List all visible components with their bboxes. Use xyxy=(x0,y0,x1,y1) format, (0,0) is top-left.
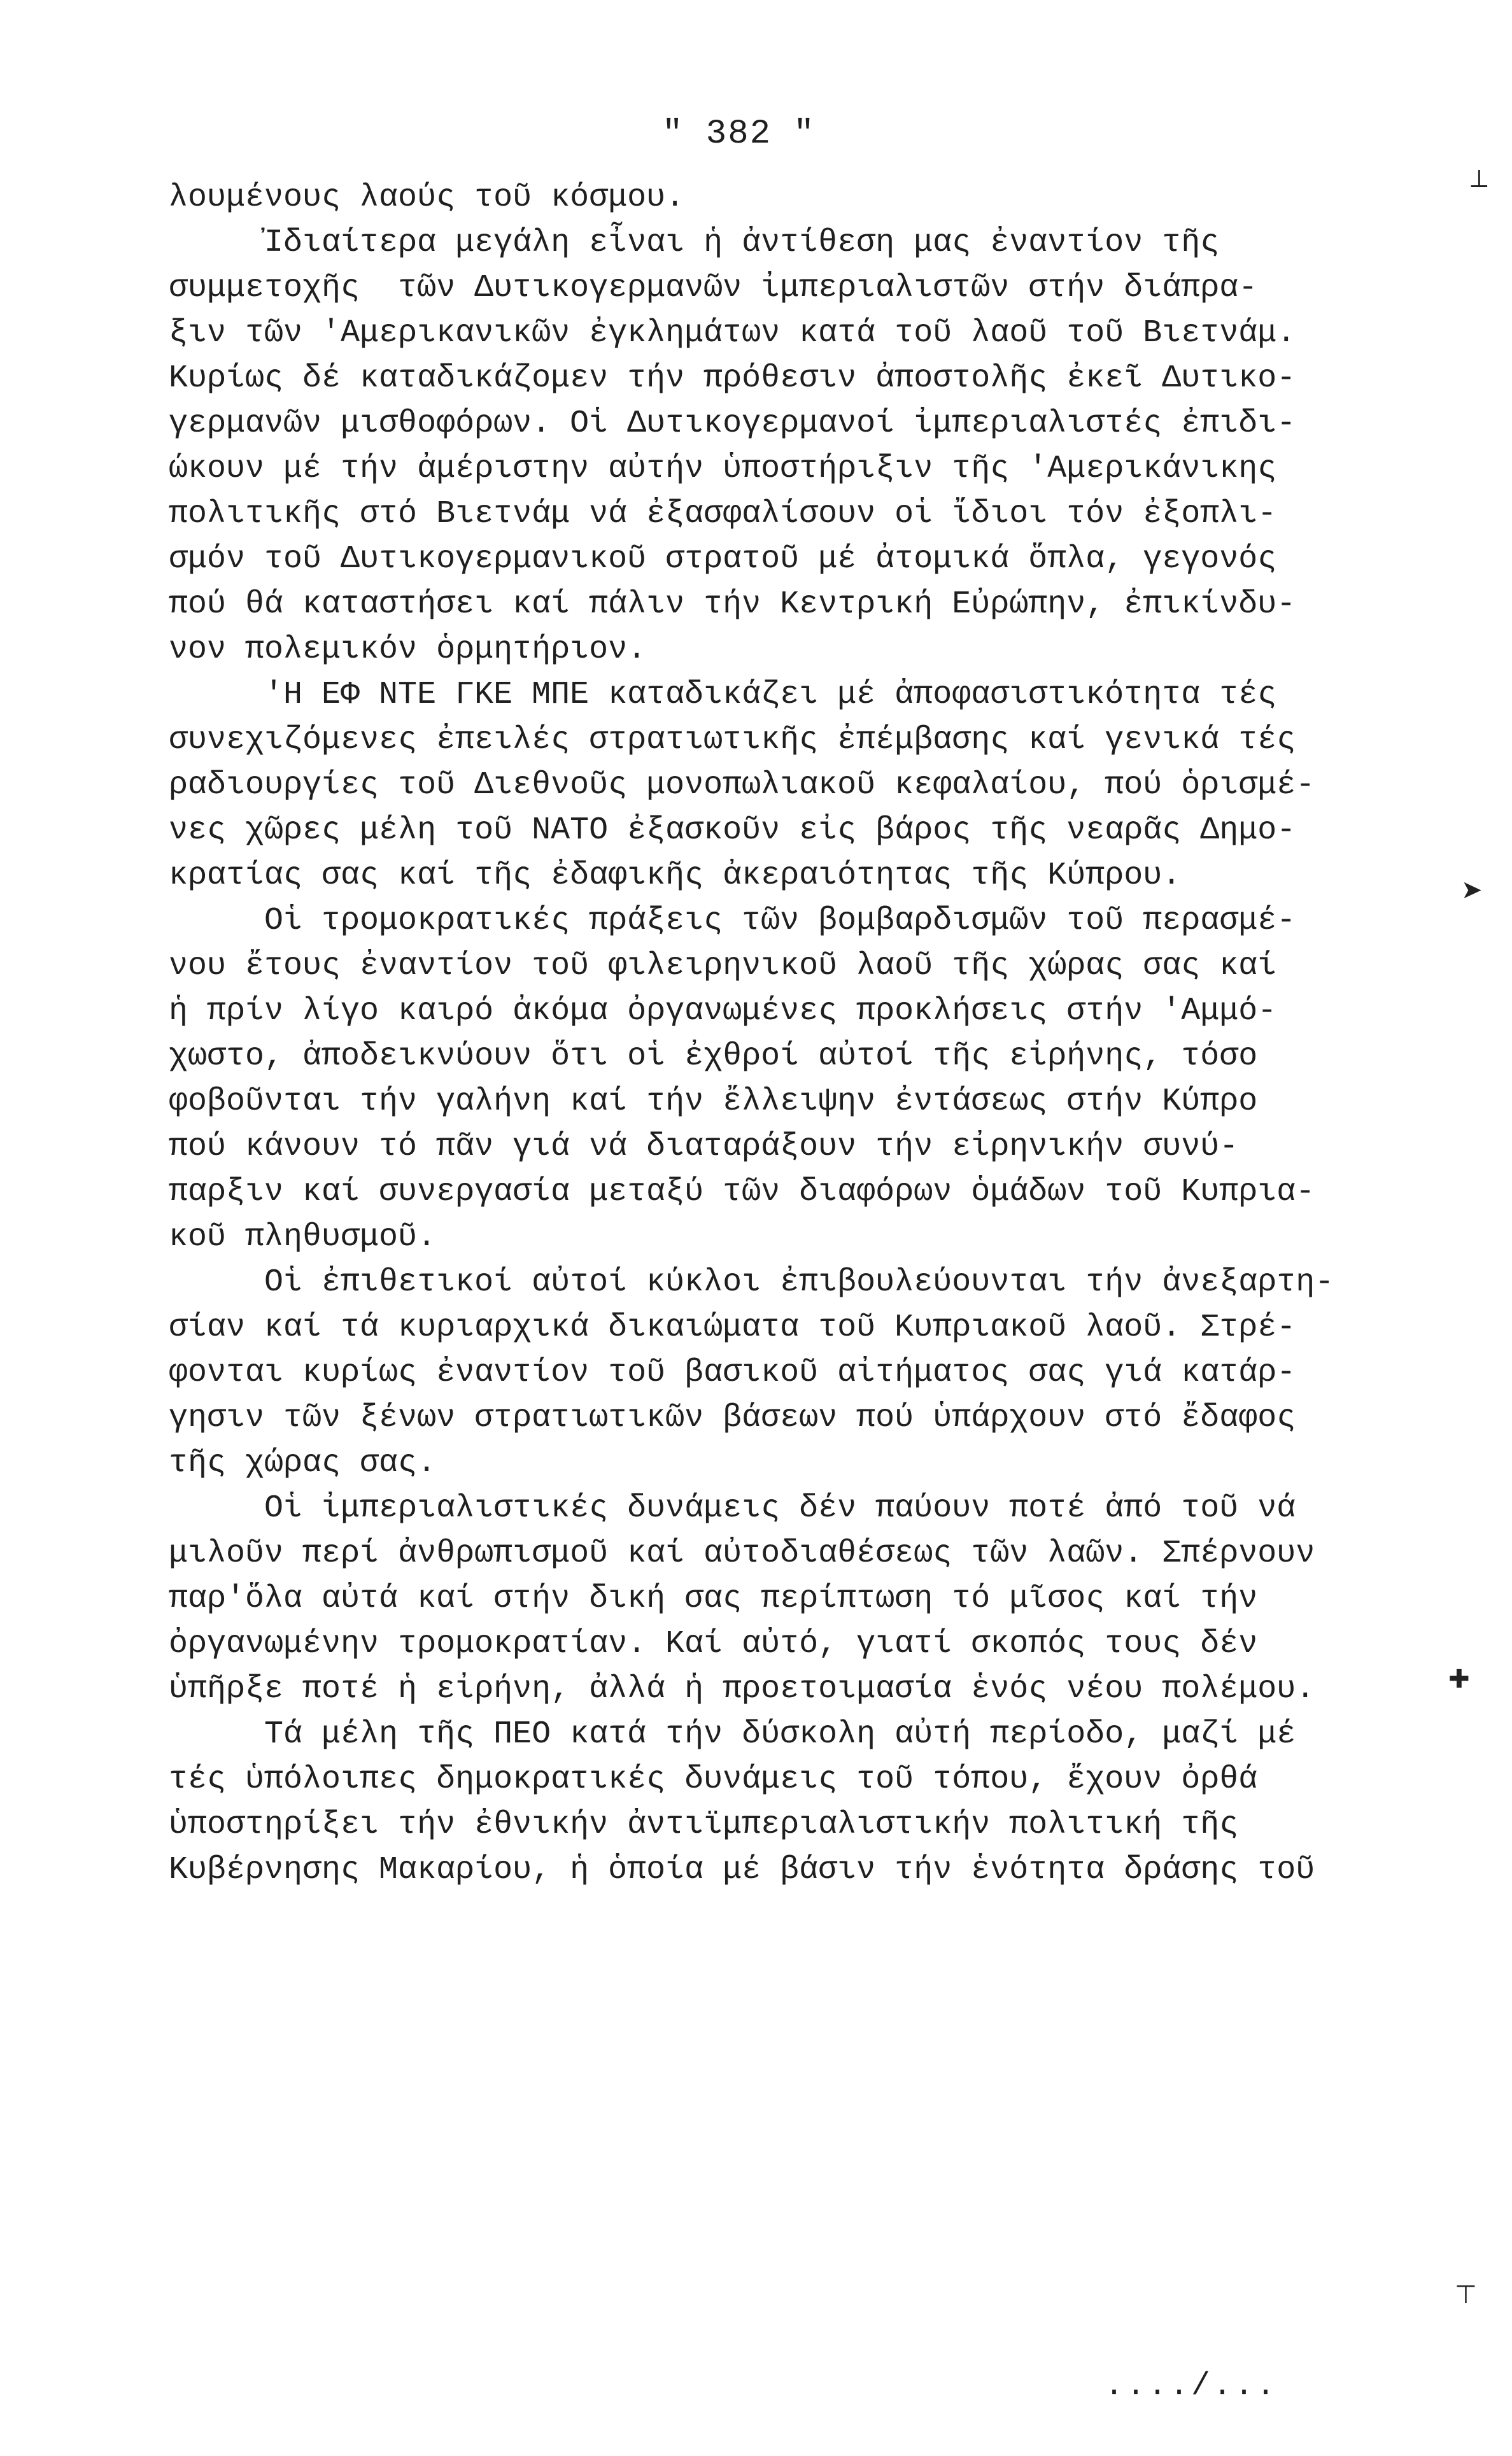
text-line: νον πολεμικόν ὁρμητήριον. xyxy=(169,632,647,668)
text-line: πού κάνουν τό πᾶν γιά νά διαταράξουν τήν εἰρηνικήν συνύ- xyxy=(169,1129,1239,1165)
text-line: ραδιουργίες τοῦ Διεθνοῦς μονοπωλιακοῦ κεφαλαίου, πού ὁρισμέ- xyxy=(169,767,1315,803)
text-line: παρξιν καί συνεργασία μεταξύ τῶν διαφόρων ὁμάδων τοῦ Κυπρια- xyxy=(169,1174,1315,1210)
text-line: πού θά καταστήσει καί πάλιν τήν Κεντρική Εὐρώπην, ἐπικίνδυ- xyxy=(169,586,1296,623)
text-line: Οἱ τρομοκρατικές πράξεις τῶν βομβαρδισμῶν τοῦ περασμέ- xyxy=(169,903,1296,939)
text-line: γησιν τῶν ξένων στρατιωτικῶν βάσεων πού ὑπάρχουν στό ἔδαφος xyxy=(169,1400,1296,1436)
page-number: " 382 " xyxy=(662,115,816,153)
text-line: συμμετοχῆς τῶν Δυτικογερμανῶν ἰμπεριαλιστῶν στήν διάπρα- xyxy=(169,270,1258,306)
margin-arrow-icon: ➤ xyxy=(1461,875,1483,905)
text-line: μιλοῦν περί ἀνθρωπισμοῦ καί αὐτοδιαθέσεως τῶν λαῶν. Σπέρνουν xyxy=(169,1535,1315,1572)
text-line: ὀργανωμένην τρομοκρατίαν. Καί αὐτό, γιατί σκοπός τους δέν xyxy=(169,1626,1258,1662)
text-line: σμόν τοῦ Δυτικογερμανικοῦ στρατοῦ μέ ἀτομικά ὅπλα, γεγονός xyxy=(169,541,1277,577)
text-line: φονται κυρίως ἐναντίον τοῦ βασικοῦ αἰτήματος σας γιά κατάρ- xyxy=(169,1355,1296,1391)
margin-tick-icon: ⊤ xyxy=(1455,2280,1477,2310)
text-line: τῆς χώρας σας. xyxy=(169,1445,437,1481)
text-line: Κυρίως δέ καταδικάζομεν τήν πρόθεσιν ἀποστολῆς ἐκεῖ Δυτικο- xyxy=(169,360,1296,397)
text-line: 'Η ΕΦ ΝΤΕ ΓΚΕ ΜΠΕ καταδικάζει μέ ἀποφασιστικότητα τές xyxy=(169,677,1277,713)
text-line: ξιν τῶν 'Αμερικανικῶν ἐγκλημάτων κατά τοῦ λαοῦ τοῦ Βιετνάμ. xyxy=(169,315,1296,351)
margin-cross-icon: ✚ xyxy=(1448,1665,1470,1694)
text-line: σίαν καί τά κυριαρχικά δικαιώματα τοῦ Κυπριακοῦ λαοῦ. Στρέ- xyxy=(169,1309,1296,1346)
text-line: Οἱ ἐπιθετικοί αὐτοί κύκλοι ἐπιβουλεύουνται τήν ἀνεξαρτη- xyxy=(169,1264,1334,1301)
text-line: πολιτικῆς στό Βιετνάμ νά ἐξασφαλίσουν οἱ ἴδιοι τόν ἐξοπλι- xyxy=(169,496,1277,532)
text-line: νου ἔτους ἐναντίον τοῦ φιλειρηνικοῦ λαοῦ τῆς χώρας σας καί xyxy=(169,948,1277,984)
text-line: ἡ πρίν λίγο καιρό ἀκόμα ὀργανωμένες προκλήσεις στήν 'Αμμό- xyxy=(169,993,1277,1029)
body-text xyxy=(169,175,1359,1893)
text-line: κοῦ πληθυσμοῦ. xyxy=(169,1219,437,1255)
text-line: φοβοῦνται τήν γαλήνη καί τήν ἔλλειψην ἐντάσεως στήν Κύπρο xyxy=(169,1083,1258,1120)
continuation-mark: ..../... xyxy=(1105,2368,1278,2404)
text-line: συνεχιζόμενες ἐπειλές στρατιωτικῆς ἐπέμβασης καί γενικά τές xyxy=(169,722,1296,758)
text-line: ὑπῆρξε ποτέ ἡ εἰρήνη, ἀλλά ἡ προετοιμασία ἑνός νέου πολέμου. xyxy=(169,1671,1315,1707)
text-line: λουμένους λαούς τοῦ κόσμου. xyxy=(169,180,685,216)
margin-tick-icon: ⟂ xyxy=(1471,164,1488,194)
text-line: Ἰδιαίτερα μεγάλη εἶναι ἡ ἀντίθεση μας ἐναντίον τῆς xyxy=(169,225,1220,261)
text-line: ώκουν μέ τήν ἀμέριστην αὐτήν ὑποστήριξιν τῆς 'Αμερικάνικης xyxy=(169,451,1277,487)
text-line: χωστο, ἀποδεικνύουν ὅτι οἱ ἐχθροί αὐτοί τῆς εἰρήνης, τόσο xyxy=(169,1038,1258,1075)
text-line: Τά μέλη τῆς ΠΕΟ κατά τήν δύσκολη αὐτή περίοδο, μαζί μέ xyxy=(169,1716,1296,1753)
text-line: νες χῶρες μέλη τοῦ ΝΑΤΟ ἐξασκοῦν εἰς βάρος τῆς νεαρᾶς Δημο- xyxy=(169,812,1296,849)
text-line: γερμανῶν μισθοφόρων. Οἱ Δυτικογερμανοί ἰμπεριαλιστές ἐπιδι- xyxy=(169,406,1296,442)
text-line: Οἱ ἰμπεριαλιστικές δυνάμεις δέν παύουν ποτέ ἀπό τοῦ νά xyxy=(169,1490,1296,1527)
text-line: κρατίας σας καί τῆς ἐδαφικῆς ἀκεραιότητας τῆς Κύπρου. xyxy=(169,857,1182,894)
text-line: ὑποστηρίξει τήν ἐθνικήν ἀντιϊμπεριαλιστικήν πολιτική τῆς xyxy=(169,1807,1239,1843)
text-line: τές ὑπόλοιπες δημοκρατικές δυνάμεις τοῦ τόπου, ἔχουν ὀρθά xyxy=(169,1761,1258,1798)
text-line: Κυβέρνησης Μακαρίου, ἡ ὁποία μέ βάσιν τήν ἑνότητα δράσης τοῦ xyxy=(169,1852,1315,1888)
text-line: παρ'ὅλα αὐτά καί στήν δική σας περίπτωση τό μῖσος καί τήν xyxy=(169,1581,1258,1617)
